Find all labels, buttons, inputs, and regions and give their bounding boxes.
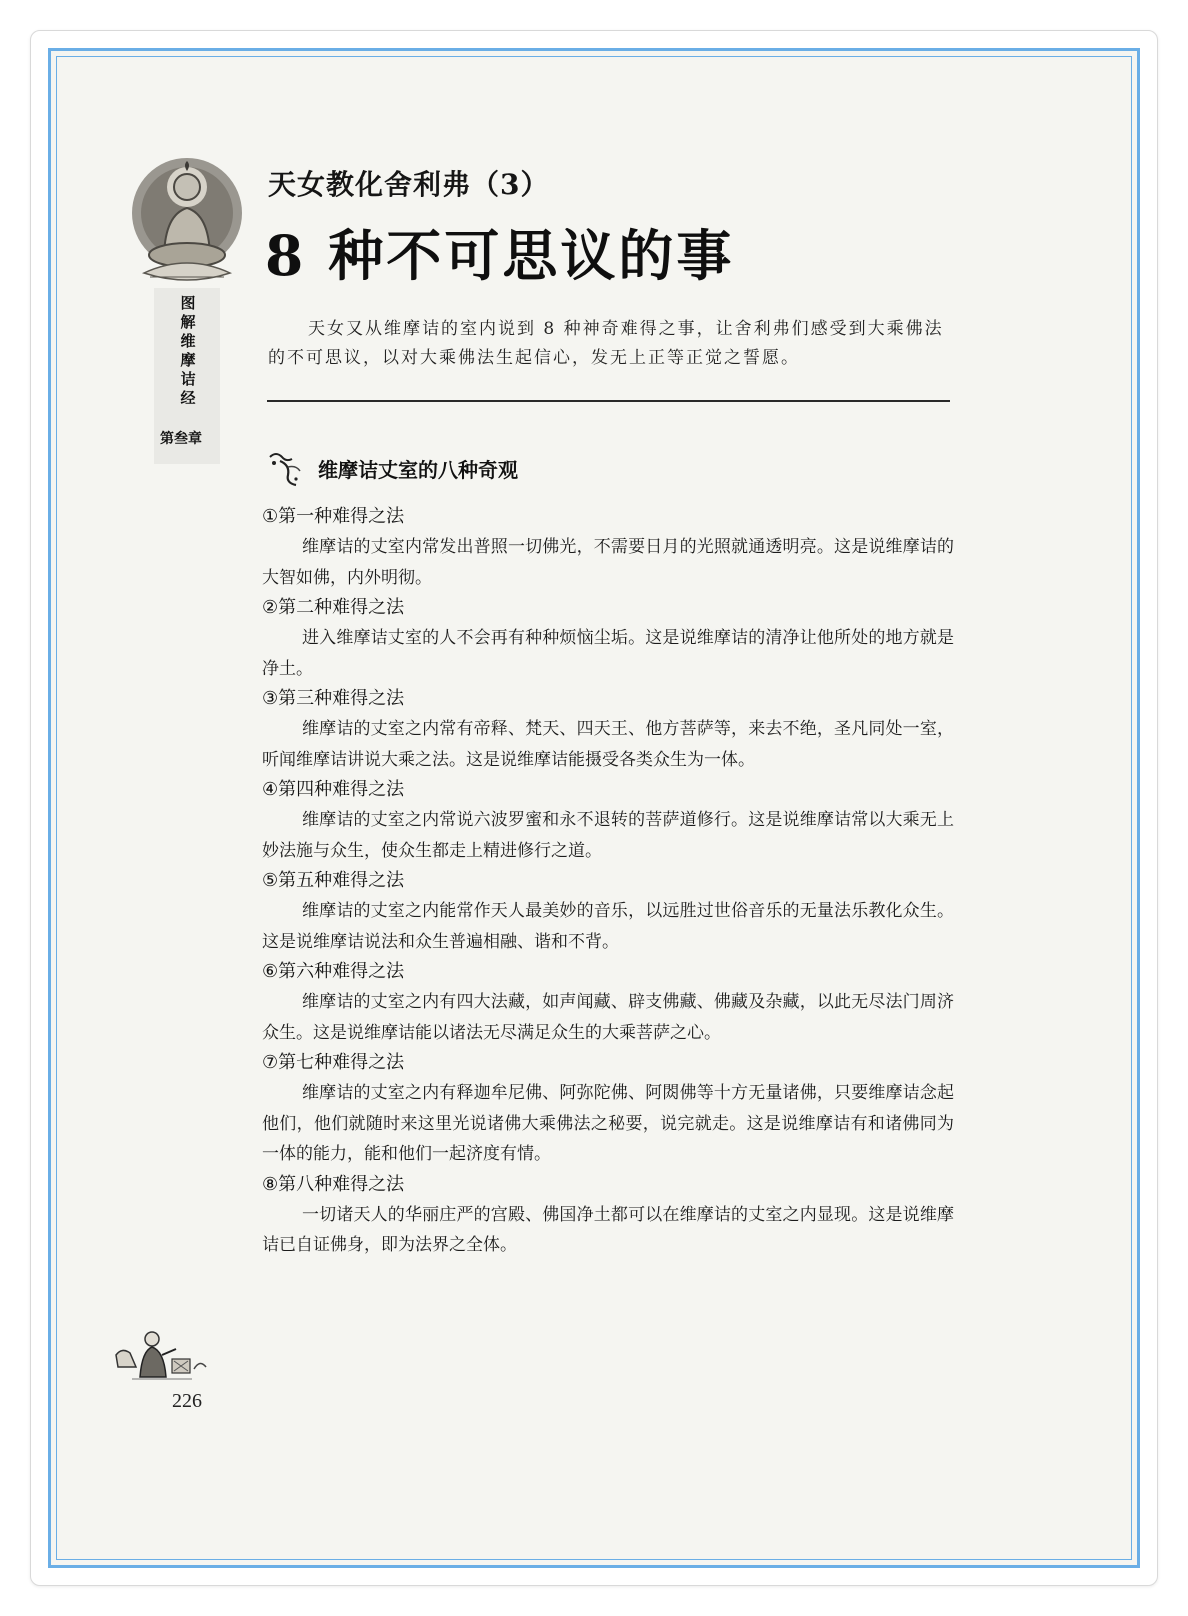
item-body: 维摩诘的丈室之内常说六波罗蜜和永不退转的菩萨道修行。这是说维摩诘常以大乘无上妙法施与众生，使众生都走上精进修行之道。 [262,810,954,861]
item-body: 维摩诘的丈室之内常有帝释、梵天、四天王、他方菩萨等，来去不绝，圣凡同处一室，听闻维摩诘讲说大乘之法。这是说维摩诘能摄受各类众生为一体。 [262,719,954,770]
item-heading: ②第二种难得之法 [262,597,405,618]
list-item [262,502,954,593]
list-item [262,1170,954,1261]
section-title: 维摩诘丈室的八种奇观 [318,458,518,482]
item-body: 维摩诘的丈室之内有释迦牟尼佛、阿弥陀佛、阿閦佛等十方无量诸佛，只要维摩诘念起他们，他们就随时来这里光说诸佛大乘佛法之秘要，说完就走。这是说维摩诘有和诸佛同为一体的能力，能和他们一起济度有情。 [262,1083,954,1164]
item-heading: ①第一种难得之法 [262,506,405,527]
chapter-label: 第叁章 [160,431,202,447]
item-body: 维摩诘的丈室之内能常作天人最美妙的音乐，以远胜过世俗音乐的无量法乐教化众生。这是说维摩诘说法和众生普遍相融、谐和不背。 [262,901,954,952]
ornament-icon [266,447,306,487]
page-subtitle: 天女教化舍利弗（3） [268,168,550,201]
item-heading: ⑧第八种难得之法 [262,1173,405,1195]
item-heading: ③第三种难得之法 [262,688,405,709]
item-heading: ⑤第五种难得之法 [262,870,405,891]
list-item [262,1048,954,1170]
list-item [262,957,954,1048]
divider [267,400,950,402]
list-item [262,593,954,684]
item-heading: ⑦第七种难得之法 [262,1052,405,1073]
page-title: 8 种不可思议的事 [265,223,735,288]
item-body: 一切诸天人的华丽庄严的宫殿、佛国净土都可以在维摩诘的丈室之内显现。这是说维摩诘已自证佛身，即为法界之全体。 [262,1204,954,1255]
list-item [262,775,954,866]
monk-illustration-icon [112,1325,212,1385]
list-item [262,684,954,775]
item-body: 进入维摩诘丈室的人不会再有种种烦恼尘垢。这是说维摩诘的清净让他所处的地方就是净土。 [262,628,954,679]
buddha-emblem-icon [130,155,245,285]
item-heading: ④第四种难得之法 [262,779,405,800]
intro-paragraph: 天女又从维摩诘的室内说到 8 种神奇难得之事，让舍利弗们感受到大乘佛法的不可思议，以对大乘佛法生起信心，发无上正等正觉之誓愿。 [268,319,944,368]
item-body: 维摩诘的丈室之内有四大法藏，如声闻藏、辟支佛藏、佛藏及杂藏，以此无尽法门周济众生。这是说维摩诘能以诸法无尽满足众生的大乘菩萨之心。 [262,992,954,1043]
list-item [262,866,954,957]
page-number: 226 [172,1390,202,1412]
book-title-vertical: 图解维摩诘经 [180,294,196,407]
item-heading: ⑥第六种难得之法 [262,961,405,982]
dharma-list [262,502,954,1261]
item-body: 维摩诘的丈室内常发出普照一切佛光，不需要日月的光照就通透明亮。这是说维摩诘的大智如佛，内外明彻。 [262,537,954,588]
